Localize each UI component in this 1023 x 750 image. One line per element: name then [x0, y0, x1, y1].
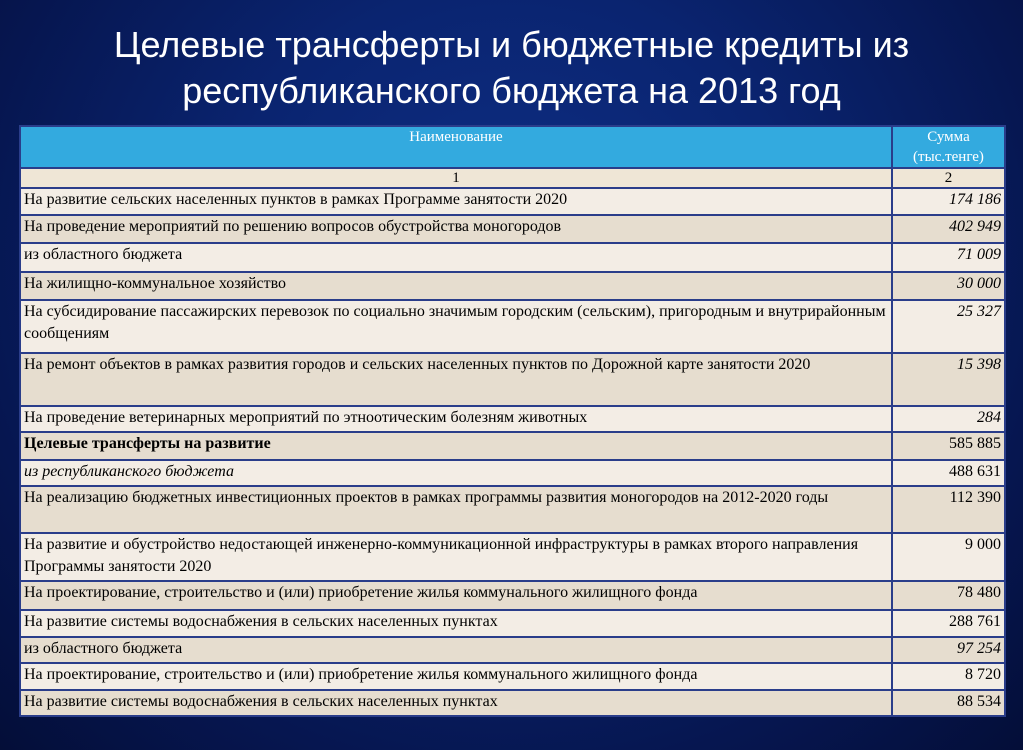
row-value: 8 720: [892, 663, 1005, 690]
row-name: из областного бюджета: [20, 243, 892, 272]
row-name: На жилищно-коммунальное хозяйство: [20, 272, 892, 300]
row-value: 112 390: [892, 486, 1005, 533]
row-value: 288 761: [892, 610, 1005, 637]
row-value: 488 631: [892, 460, 1005, 486]
slide-title: [0, 22, 1023, 114]
table-row: [20, 663, 1005, 690]
table-row: [20, 690, 1005, 716]
table-row: [20, 610, 1005, 637]
row-name: На реализацию бюджетных инвестиционных проектов в рамках программы развития моногородов на 2012-2020 годы: [20, 486, 892, 533]
table-row: [20, 432, 1005, 460]
row-value: 15 398: [892, 353, 1005, 406]
table-row: [20, 406, 1005, 432]
row-value: 30 000: [892, 272, 1005, 300]
header-name: Наименование: [20, 126, 892, 168]
row-name: На проектирование, строительство и (или) приобретение жилья коммунального жилищного фонда: [20, 581, 892, 610]
header-sum-line-1: Сумма: [927, 129, 970, 145]
row-value: 25 327: [892, 300, 1005, 353]
row-value: 88 534: [892, 690, 1005, 716]
row-name: из республиканского бюджета: [20, 460, 892, 486]
table-row: [20, 215, 1005, 243]
table-row: [20, 581, 1005, 610]
row-name: На развитие системы водоснабжения в сельских населенных пунктах: [20, 610, 892, 637]
column-number-2: 2: [892, 168, 1005, 188]
row-name: На развитие и обустройство недостающей инженерно-коммуникационной инфраструктуры в рамках второго направления Программы занятости 2020: [20, 533, 892, 581]
table-row: [20, 637, 1005, 663]
row-name: На развитие сельских населенных пунктов в рамках Программе занятости 2020: [20, 188, 892, 215]
row-value: 284: [892, 406, 1005, 432]
slide-title-line-1: Целевые трансферты и бюджетные кредиты из: [113, 24, 910, 65]
row-value: 78 480: [892, 581, 1005, 610]
column-number-1: 1: [20, 168, 892, 188]
table-header-row: [20, 126, 1005, 168]
row-name: На развитие системы водоснабжения в сельских населенных пунктах: [20, 690, 892, 716]
row-value: 174 186: [892, 188, 1005, 215]
slide-title-line-2: республиканского бюджета на 2013 год: [182, 70, 841, 111]
header-sum: [892, 126, 1005, 168]
row-value: 97 254: [892, 637, 1005, 663]
row-value: 71 009: [892, 243, 1005, 272]
row-name: На проведение ветеринарных мероприятий по этноотическим болезням животных: [20, 406, 892, 432]
table-row: [20, 353, 1005, 406]
table-row: [20, 188, 1005, 215]
row-name: На проектирование, строительство и (или) приобретение жилья коммунального жилищного фонда: [20, 663, 892, 690]
row-name: На проведение мероприятий по решению вопросов обустройства моногородов: [20, 215, 892, 243]
table-row: [20, 486, 1005, 533]
column-number-row: [20, 168, 1005, 188]
row-value: 9 000: [892, 533, 1005, 581]
row-value: 585 885: [892, 432, 1005, 460]
row-name: из областного бюджета: [20, 637, 892, 663]
row-value: 402 949: [892, 215, 1005, 243]
table-row: [20, 533, 1005, 581]
row-name: Целевые трансферты на развитие: [20, 432, 892, 460]
row-name: На субсидирование пассажирских перевозок по социально значимым городским (сельским), пригородным и внутрирайонным сообщениям: [20, 300, 892, 353]
header-sum-line-2: (тыс.тенге): [913, 149, 984, 165]
table-row: [20, 243, 1005, 272]
budget-table: [19, 125, 1006, 717]
table-row: [20, 272, 1005, 300]
table-row: [20, 300, 1005, 353]
table-row: [20, 460, 1005, 486]
row-name: На ремонт объектов в рамках развития городов и сельских населенных пунктов по Дорожной карте занятости 2020: [20, 353, 892, 406]
